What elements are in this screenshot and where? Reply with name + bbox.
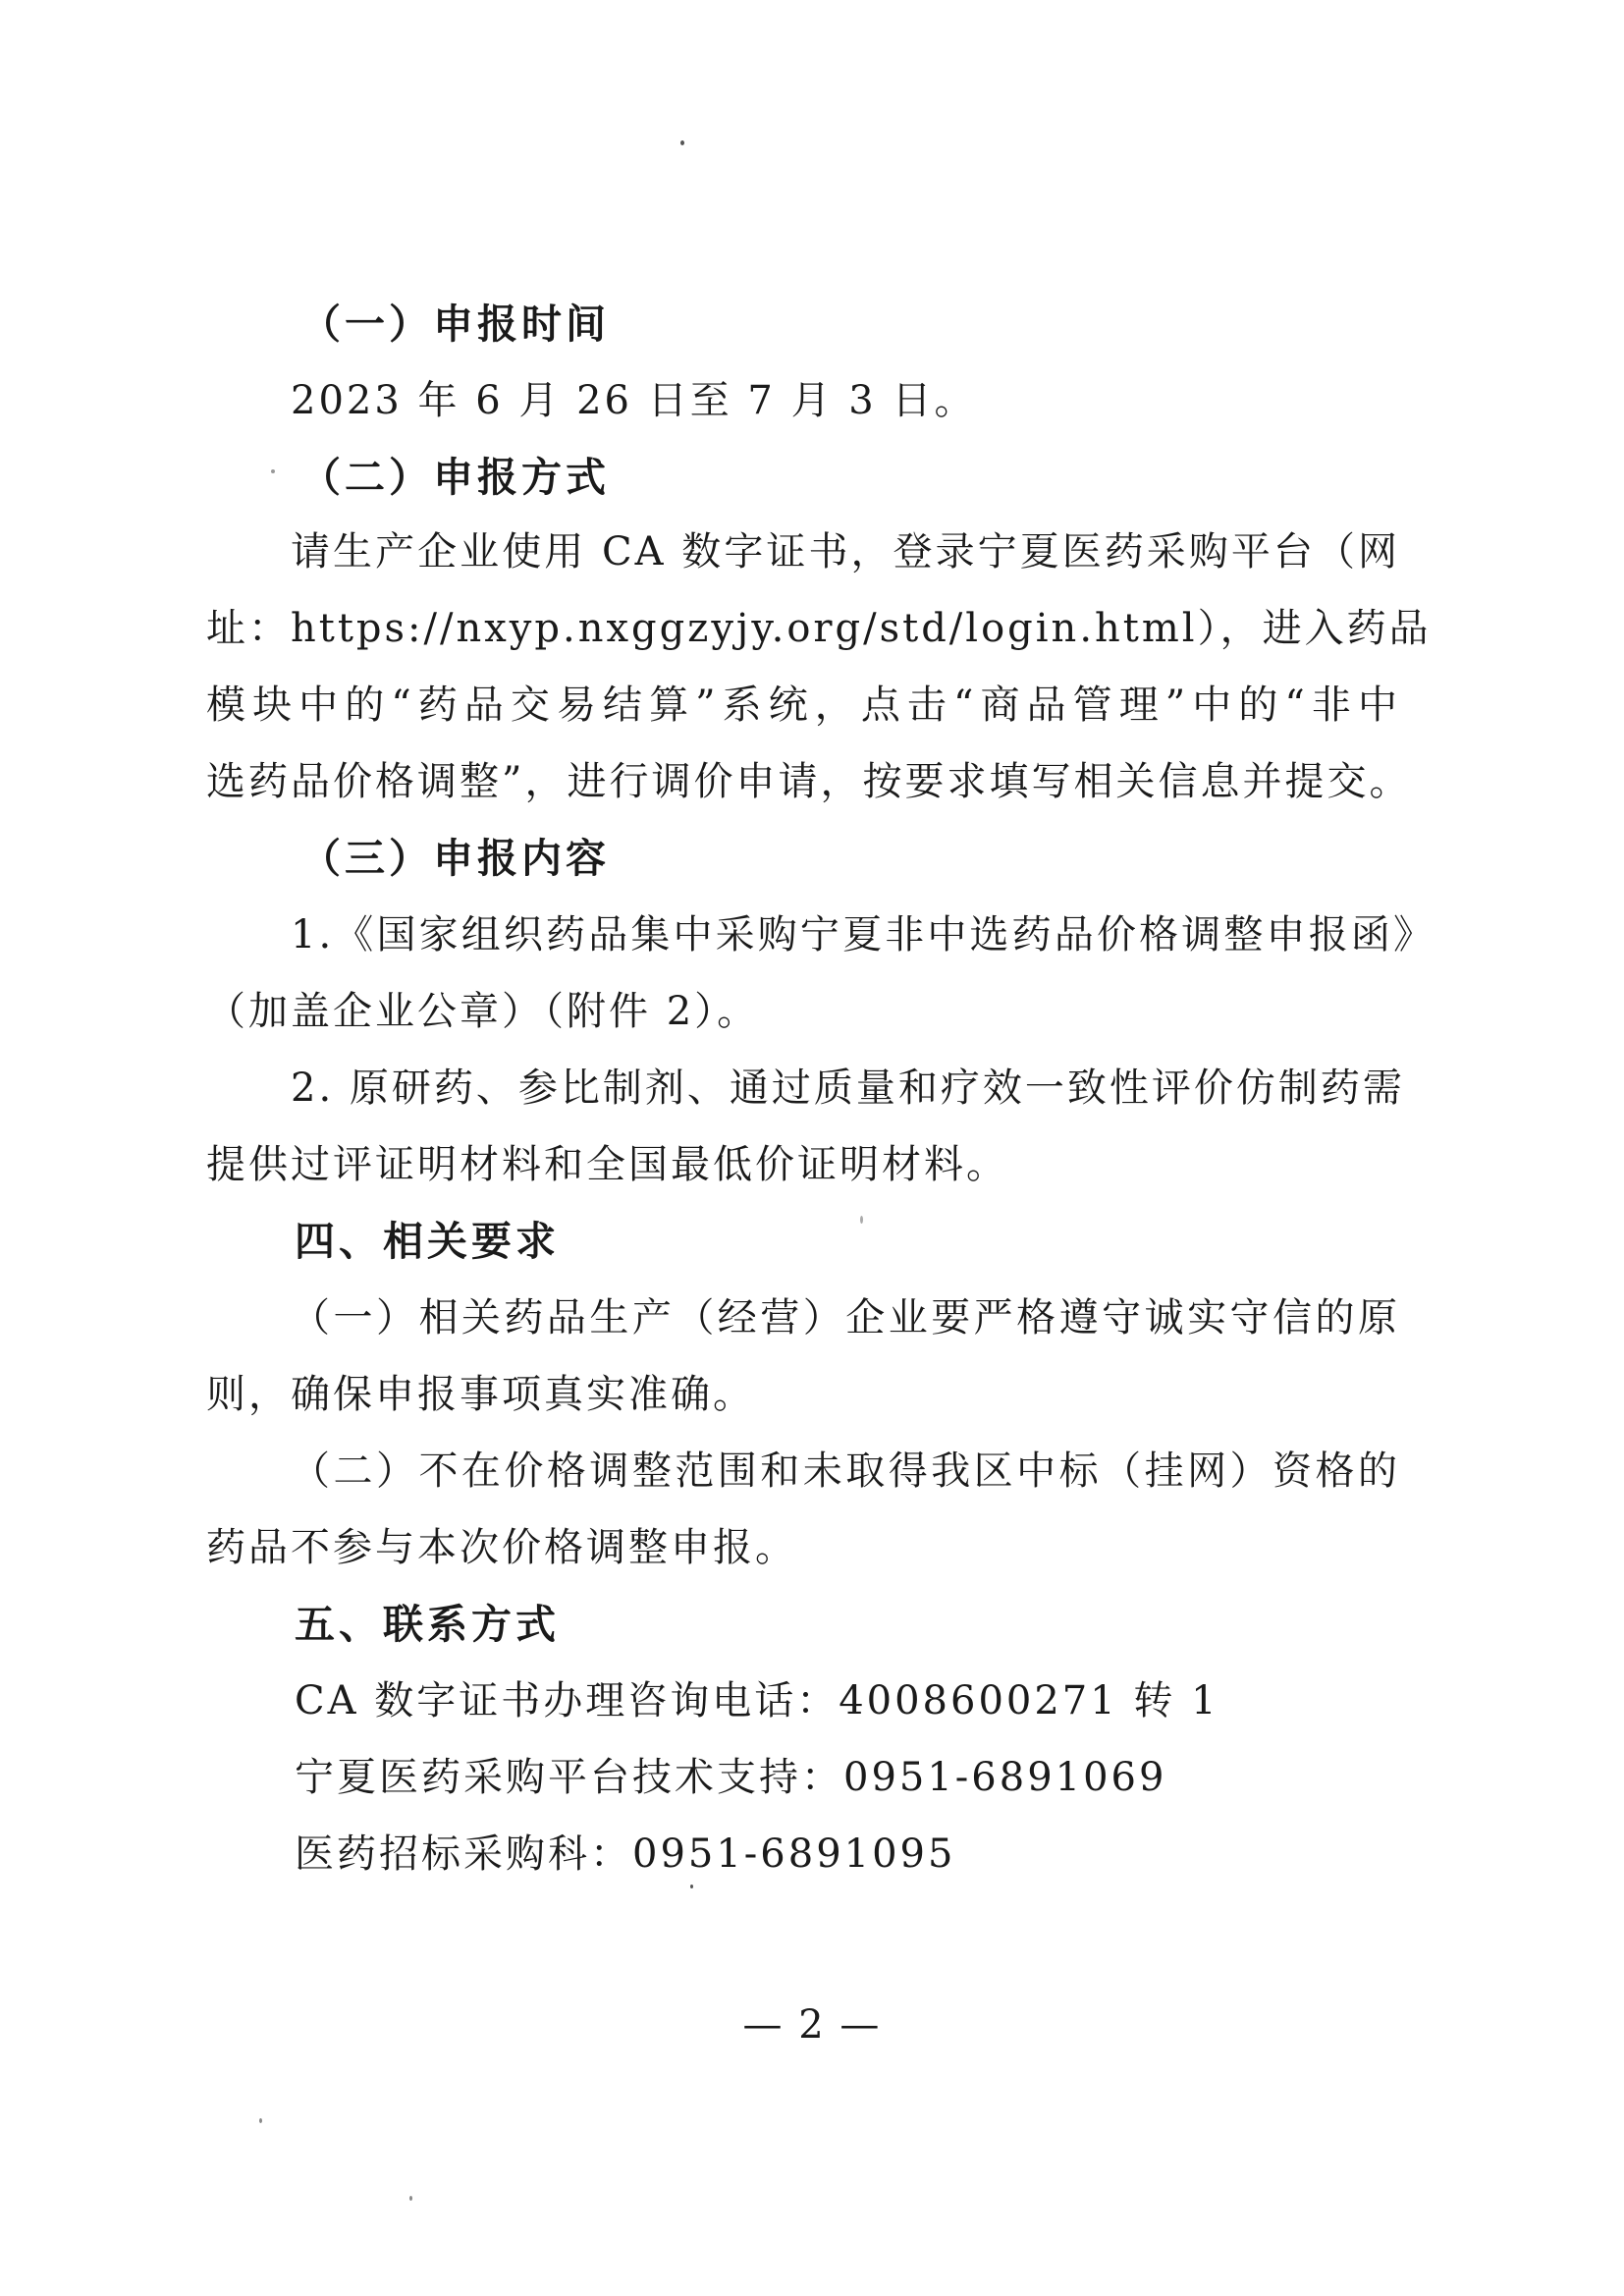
scan-speck [690,1885,693,1888]
content-line: 1.《国家组织药品集中采购宁夏非中选药品价格调整申报函》 [291,912,1435,957]
scan-speck [680,140,684,145]
content-line: 提供过评证明材料和全国最低价证明材料。 [206,1142,1008,1187]
method-line: 请生产企业使用 CA 数字证书，登录宁夏医药采购平台（网 [291,529,1400,574]
content-line: （加盖企业公章）（附件 2）。 [206,989,760,1034]
method-line: 址：https://nxyp.nxggzyjy.org/std/login.html），进入药品 [206,606,1432,651]
requirements-line: 则，确保申报事项真实准确。 [206,1372,755,1417]
scan-speck [860,1216,863,1224]
contact-line: 宁夏医药采购平台技术支持：0951-6891069 [295,1755,1167,1800]
section-heading-content: （三）申报内容 [300,835,610,882]
scan-speck [271,469,275,473]
requirements-line: 药品不参与本次价格调整申报。 [206,1525,797,1570]
contact-line: 医药招标采购科：0951-6891095 [295,1831,956,1877]
requirements-line: （二）不在价格调整范围和未取得我区中标（挂网）资格的 [291,1449,1400,1494]
requirements-line: （一）相关药品生产（经营）企业要严格遵守诚实守信的原 [291,1295,1400,1340]
scan-speck [259,2118,262,2123]
content-line: 2. 原研药、参比制剂、通过质量和疗效一致性评价仿制药需 [291,1066,1405,1111]
page-number: — 2 — [742,2002,882,2048]
section-heading-requirements: 四、相关要求 [295,1218,560,1265]
scan-speck [409,2196,412,2201]
section-heading-method: （二）申报方式 [300,454,610,501]
contact-line: CA 数字证书办理咨询电话：4008600271 转 1 [295,1678,1219,1723]
method-line: 选药品价格调整”，进行调价申请，按要求填写相关信息并提交。 [206,759,1412,804]
time-paragraph: 2023 年 6 月 26 日至 7 月 3 日。 [291,378,977,423]
section-heading-time: （一）申报时间 [300,301,610,348]
method-line: 模块中的“药品交易结算”系统，点击“商品管理”中的“非中 [206,683,1400,728]
section-heading-contact: 五、联系方式 [295,1601,560,1648]
